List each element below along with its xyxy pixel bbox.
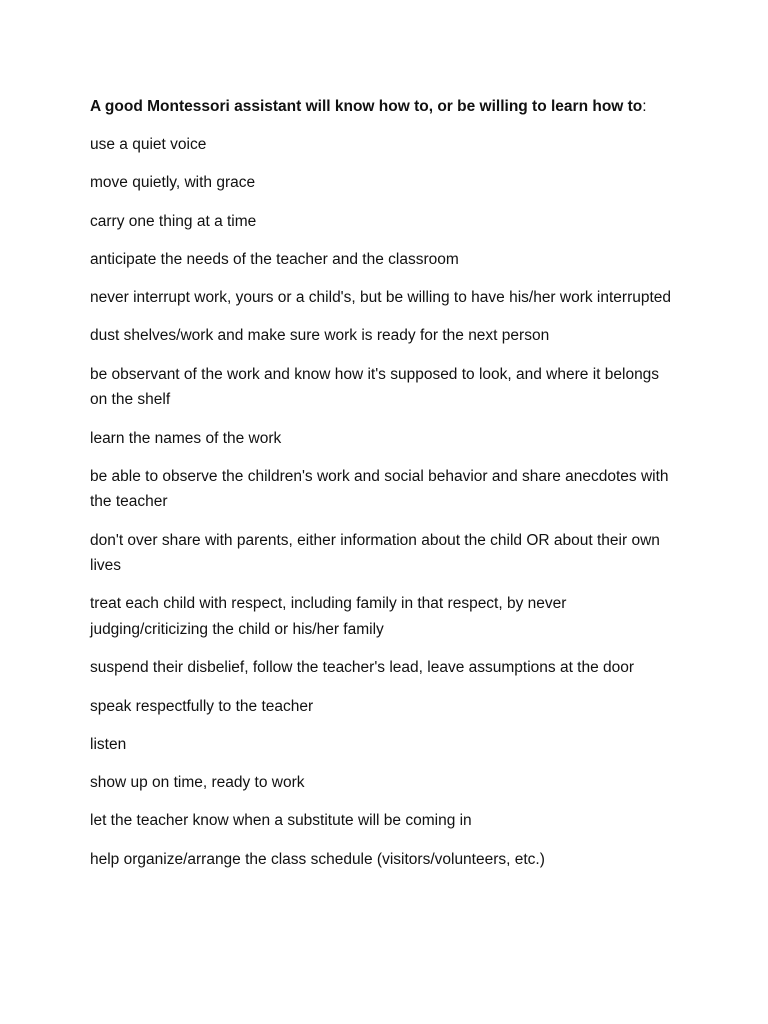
list-item: use a quiet voice	[90, 136, 207, 153]
list-item: don't over share with parents, either information about the child OR about their own lives	[90, 531, 660, 575]
list-item: anticipate the needs of the teacher and the classroom	[90, 250, 459, 268]
list-item: listen	[90, 735, 127, 753]
list-item: speak respectfully to the teacher	[90, 697, 314, 715]
list-item: move quietly, with grace	[90, 174, 256, 192]
list-item: learn the names of the work	[90, 429, 282, 447]
list-item: be observant of the work and know how it's supposed to look, and where it belongs on the shelf	[90, 365, 660, 409]
duties-list	[90, 132, 680, 872]
list-item: let the teacher know when a substitute will be coming in	[90, 812, 472, 830]
heading-colon: :	[642, 98, 647, 115]
list-item: treat each child with respect, including family in that respect, by never judging/criticizing the child or his/her family	[90, 595, 567, 638]
document-body	[90, 94, 680, 885]
list-item: help organize/arrange the class schedule (visitors/volunteers, etc.)	[90, 850, 545, 868]
list-item: show up on time, ready to work	[90, 774, 305, 792]
list-item: never interrupt work, yours or a child's, but be willing to have his/her work interrupted	[90, 289, 672, 307]
heading-text: A good Montessori assistant will know how to, or be willing to learn how to	[90, 98, 643, 115]
list-item: suspend their disbelief, follow the teacher's lead, leave assumptions at the door	[90, 659, 635, 677]
list-item: be able to observe the children's work and social behavior and share anecdotes with the teacher	[90, 467, 669, 511]
document-heading	[90, 94, 680, 119]
list-item: dust shelves/work and make sure work is ready for the next person	[90, 327, 550, 345]
list-item: carry one thing at a time	[90, 212, 257, 230]
